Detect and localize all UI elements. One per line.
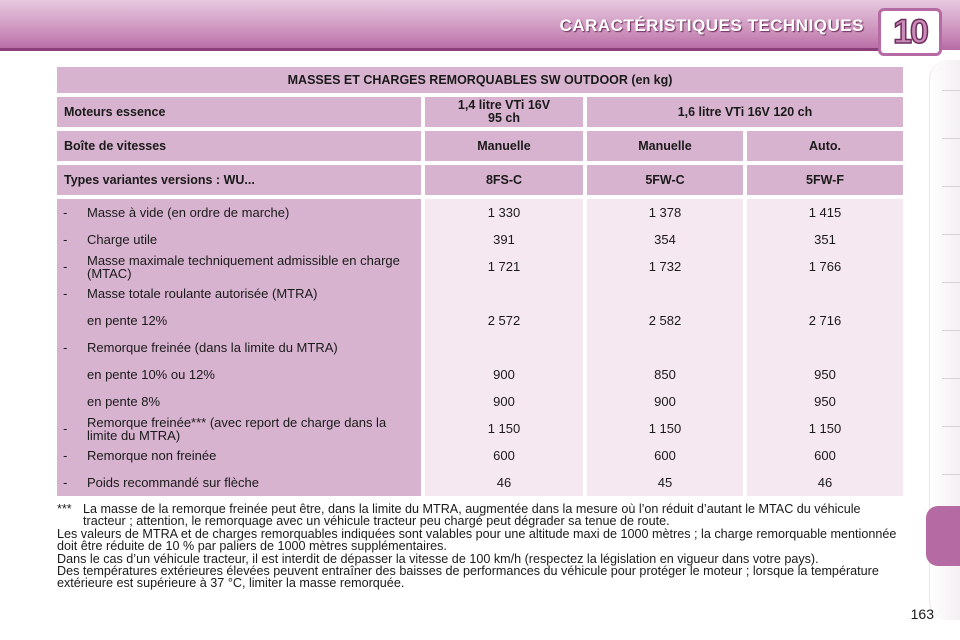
row-label — [57, 307, 421, 334]
row-dash: - — [63, 340, 68, 355]
row-value — [747, 334, 903, 361]
gearbox-label: Boîte de vitesses — [57, 131, 421, 161]
row-value: 850 — [654, 367, 676, 382]
row-value: 1 732 — [648, 259, 682, 274]
engines-label: Moteurs essence — [57, 97, 421, 127]
row-label — [57, 388, 421, 415]
gearbox-row — [57, 131, 903, 161]
data-block — [57, 199, 903, 496]
note-paragraph: Dans le cas d’un véhicule tracteur, il est interdit de dépasser la vitesse de 100 km/h (respectez la législation en vigueur dans votre pays). — [57, 551, 819, 566]
row-value — [587, 334, 743, 361]
row-label — [57, 199, 421, 226]
row-dash: - — [63, 475, 68, 490]
row-value: 1 150 — [648, 421, 682, 436]
active-chapter-tab[interactable] — [926, 506, 960, 566]
row-label-text: Masse à vide (en ordre de marche) — [87, 205, 290, 220]
row-value — [587, 280, 743, 307]
note-paragraph: Les valeurs de MTRA et de charges remorquables indiquées sont valables pour une altitude maxi de 1000 mètres ; la charge remorquable mentionnée doit être réduite de 10 % par paliers de 1000 mètres supplémentaires. — [57, 526, 897, 554]
table-title: MASSES ET CHARGES REMORQUABLES SW OUTDOOR (en kg) — [57, 67, 903, 93]
row-value: 900 — [654, 394, 676, 409]
row-dash: - — [63, 259, 68, 274]
footnote-text: La masse de la remorque freinée peut être, dans la limite du MTRA, augmentée dans la mesure où l’on réduit d’autant le MTAC du véhicule tracteur ; attention, le remorquage avec un véhicule tracteur peu chargé peut dégrader sa tenue de route. — [83, 502, 861, 529]
tab-marker[interactable] — [942, 330, 960, 331]
gearbox-value: Manuelle — [583, 131, 743, 161]
type-value: 5FW-C — [583, 165, 743, 195]
tab-marker[interactable] — [942, 474, 960, 475]
row-value: 600 — [654, 448, 676, 463]
row-value: 950 — [814, 394, 836, 409]
row-value — [425, 280, 583, 307]
row-value: 1 415 — [808, 205, 842, 220]
row-value: 46 — [817, 475, 833, 490]
gearbox-value: Auto. — [743, 131, 903, 161]
row-value: 2 582 — [648, 313, 682, 328]
engine-col1-text: 1,4 litre VTi 16V 95 ch — [457, 98, 551, 125]
table-title-row — [57, 67, 903, 93]
tab-marker[interactable] — [942, 426, 960, 427]
note-paragraph: Des températures extérieures élevées peuvent entraîner des baisses de performances du véhicule pour protéger le moteur ; lorsque la température extérieure est supérieure à 37 °C, limiter la masse remorquée. — [57, 564, 879, 591]
row-label-text: Remorque non freinée — [87, 448, 217, 463]
row-label — [57, 361, 421, 388]
row-value: 1 766 — [808, 259, 842, 274]
row-label — [57, 442, 421, 469]
row-value: 1 330 — [487, 205, 521, 220]
tab-marker[interactable] — [942, 378, 960, 379]
page-number: 163 — [910, 606, 934, 622]
row-dash: - — [63, 448, 68, 463]
row-label-text: en pente 10% ou 12% — [87, 367, 215, 382]
row-value: 1 378 — [648, 205, 682, 220]
footnote — [57, 503, 903, 528]
row-label — [57, 280, 421, 307]
section-title: CARACTÉRISTIQUES TECHNIQUES — [559, 16, 864, 35]
row-value: 2 572 — [487, 313, 521, 328]
row-label-text: Remorque freinée (dans la limite du MTRA) — [87, 340, 338, 355]
row-value: 900 — [493, 394, 515, 409]
values-column-1 — [421, 199, 583, 496]
row-value: 1 150 — [487, 421, 521, 436]
row-dash: - — [63, 421, 68, 436]
row-label-text: Poids recommandé sur flèche — [87, 475, 259, 490]
engines-row — [57, 97, 903, 127]
row-dash: - — [63, 232, 68, 247]
tab-marker[interactable] — [942, 234, 960, 235]
row-label — [57, 226, 421, 253]
row-value: 391 — [493, 232, 515, 247]
type-value: 5FW-F — [743, 165, 903, 195]
row-value: 46 — [496, 475, 512, 490]
row-value: 950 — [814, 367, 836, 382]
row-label — [57, 415, 421, 442]
row-label — [57, 253, 421, 280]
row-label — [57, 469, 421, 496]
values-column-2 — [583, 199, 743, 496]
row-value: 1 150 — [808, 421, 842, 436]
footnote-mark: *** — [57, 502, 72, 516]
row-value: 1 721 — [487, 259, 521, 274]
tab-marker[interactable] — [942, 186, 960, 187]
row-label-text: en pente 8% — [87, 394, 161, 409]
row-value: 354 — [654, 232, 676, 247]
tab-marker[interactable] — [942, 138, 960, 139]
row-value: 2 716 — [808, 313, 842, 328]
type-value: 8FS-C — [421, 165, 583, 195]
engine-col1 — [421, 97, 583, 127]
tab-marker[interactable] — [942, 282, 960, 283]
row-label-text: Masse totale roulante autorisée (MTRA) — [87, 286, 318, 301]
engine-col2: 1,6 litre VTi 16V 120 ch — [583, 97, 903, 127]
row-value: 351 — [814, 232, 836, 247]
row-label — [57, 334, 421, 361]
row-label-text: Charge utile — [87, 232, 158, 247]
gearbox-value: Manuelle — [421, 131, 583, 161]
row-value: 45 — [657, 475, 673, 490]
row-dash: - — [63, 286, 68, 301]
values-column-3 — [743, 199, 903, 496]
chapter-number: 10 — [893, 12, 927, 51]
row-label-text: en pente 12% — [87, 313, 168, 328]
row-value: 600 — [493, 448, 515, 463]
row-value — [747, 280, 903, 307]
masses-table — [57, 63, 903, 500]
row-label-text: Remorque freinée*** (avec report de charge dans la limite du MTRA) — [87, 414, 387, 443]
row-label-text: Masse maximale techniquement admissible en charge (MTAC) — [87, 252, 400, 281]
row-value: 600 — [814, 448, 836, 463]
notes — [57, 503, 903, 590]
row-labels-column — [57, 199, 421, 496]
types-row — [57, 165, 903, 195]
row-value — [425, 334, 583, 361]
chapter-badge — [878, 8, 942, 56]
tab-marker[interactable] — [942, 90, 960, 91]
row-value: 900 — [493, 367, 515, 382]
types-label: Types variantes versions : WU... — [57, 165, 421, 195]
row-dash: - — [63, 205, 68, 220]
header-divider — [0, 48, 880, 51]
